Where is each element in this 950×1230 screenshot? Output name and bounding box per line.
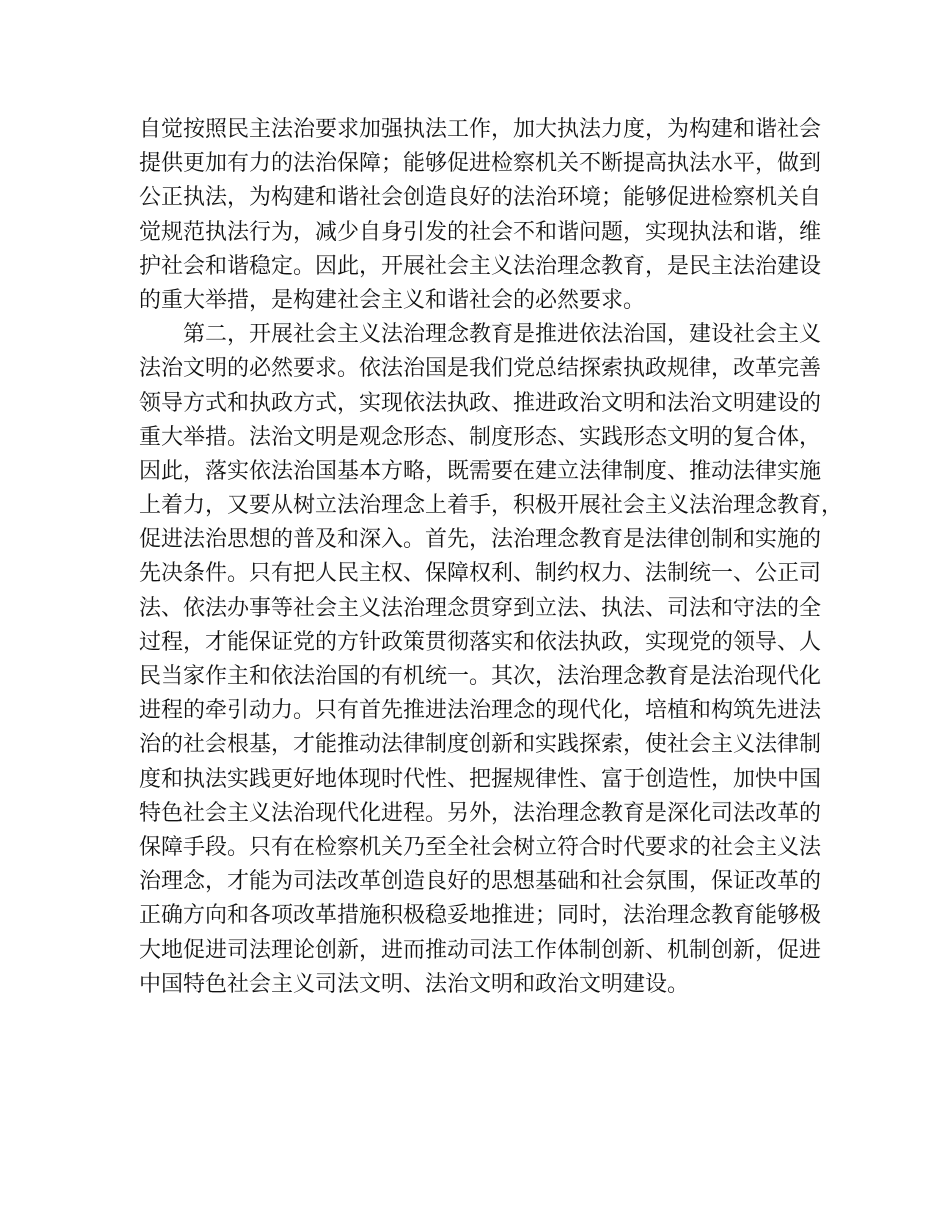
text-line: 重大举措。法治文明是观念形态、制度形态、实践形态文明的复合体， <box>139 424 822 450</box>
text-line: 治的社会根基，才能推动法律制度创新和实践探索，使社会主义法律制 <box>139 732 822 758</box>
text-line: 的重大举措，是构建社会主义和谐社会的必然要求。 <box>139 287 646 313</box>
text-line: 觉规范执法行为，减少自身引发的社会不和谐问题，实现执法和谐，维 <box>139 219 822 245</box>
text-line: 第二，开展社会主义法治理念教育是推进依法治国，建设社会主义 <box>183 322 822 348</box>
text-line: 公正执法，为构建和谐社会创造良好的法治环境；能够促进检察机关自 <box>139 185 822 211</box>
paragraph-2 <box>139 318 844 1002</box>
text-line: 提供更加有力的法治保障；能够促进检察机关不断提高执法水平，做到 <box>139 151 822 177</box>
text-line: 促进法治思想的普及和深入。首先，法治理念教育是法律创制和实施的 <box>139 527 822 553</box>
text-line: 领导方式和执政方式，实现依法执政、推进政治文明和法治文明建设的 <box>139 390 822 416</box>
text-line: 保障手段。只有在检察机关乃至全社会树立符合时代要求的社会主义法 <box>139 834 822 860</box>
text-line: 先决条件。只有把人民主权、保障权利、制约权力、法制统一、公正司 <box>139 561 822 587</box>
text-line: 治理念，才能为司法改革创造良好的思想基础和社会氛围，保证改革的 <box>139 869 822 895</box>
text-line: 大地促进司法理论创新，进而推动司法工作体制创新、机制创新，促进 <box>139 937 822 963</box>
text-line: 正确方向和各项改革措施积极稳妥地推进；同时，法治理念教育能够极 <box>139 903 822 929</box>
text-line: 度和执法实践更好地体现时代性、把握规律性、富于创造性，加快中国 <box>139 766 822 792</box>
text-line: 进程的牵引动力。只有首先推进法治理念的现代化，培植和构筑先进法 <box>139 698 822 724</box>
document-body <box>139 113 844 1002</box>
text-line: 中国特色社会主义司法文明、法治文明和政治文明建设。 <box>139 971 690 997</box>
paragraph-1 <box>139 113 829 318</box>
text-line: 自觉按照民主法治要求加强执法工作，加大执法力度，为构建和谐社会 <box>139 117 822 142</box>
text-line: 法、依法办事等社会主义法治理念贯穿到立法、执法、司法和守法的全 <box>139 595 822 621</box>
text-line: 护社会和谐稳定。因此，开展社会主义法治理念教育，是民主法治建设 <box>139 253 822 279</box>
text-line: 特色社会主义法治现代化进程。另外，法治理念教育是深化司法改革的 <box>139 800 822 826</box>
text-line: 过程，才能保证党的方针政策贯彻落实和依法执政，实现党的领导、人 <box>139 629 822 655</box>
text-line: 法治文明的必然要求。依法治国是我们党总结探索执政规律，改革完善 <box>139 356 822 382</box>
text-line: 上着力，又要从树立法治理念上着手，积极开展社会主义法治理念教育， <box>139 493 844 519</box>
text-line: 因此，落实依法治国基本方略，既需要在建立法律制度、推动法律实施 <box>139 458 822 484</box>
text-line: 民当家作主和依法治国的有机统一。其次，法治理念教育是法治现代化 <box>139 664 822 689</box>
